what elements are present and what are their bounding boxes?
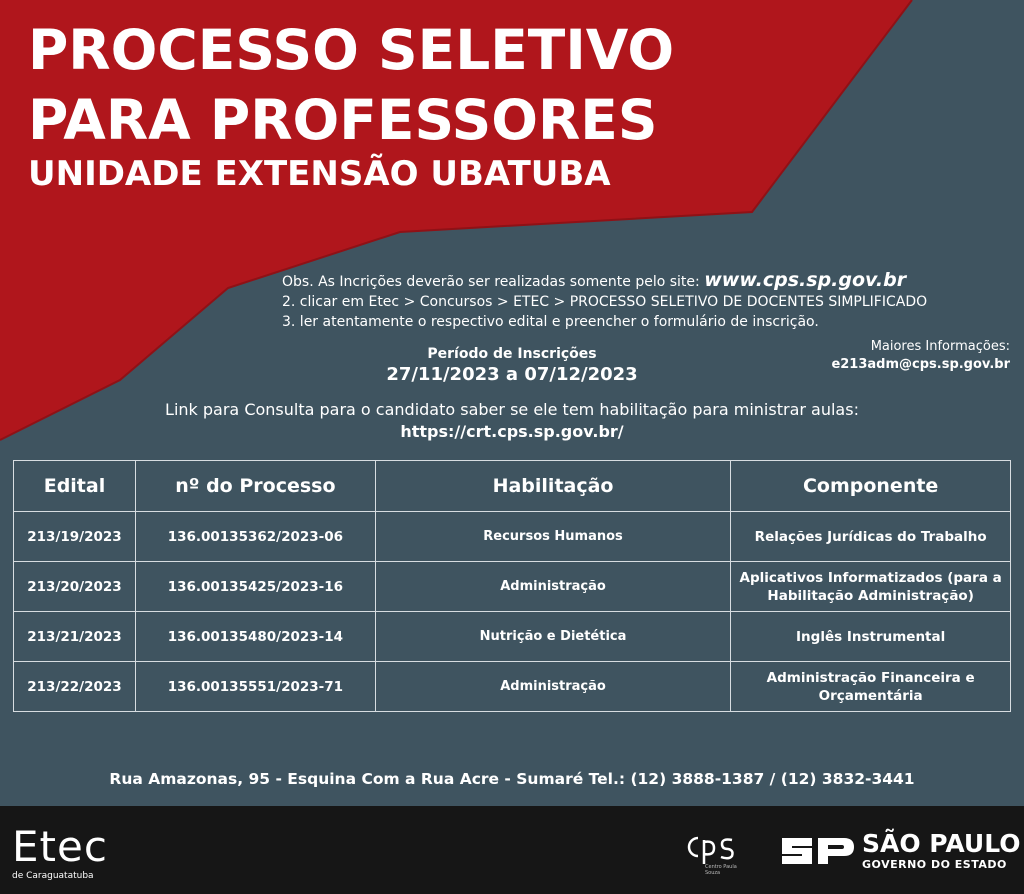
cell-habilitacao: Nutrição e Dietética (375, 612, 731, 662)
table-header-row (14, 461, 1011, 512)
footer (0, 806, 1024, 894)
cell-componente: Aplicativos Informatizados (para a Habilitação Administração) (731, 562, 1011, 612)
table-row (14, 662, 1011, 712)
cell-componente: Administração Financeira e Orçamentária (731, 662, 1011, 712)
title-line-3: UNIDADE EXTENSÃO UBATUBA (28, 154, 611, 194)
header-processo: nº do Processo (135, 461, 375, 512)
cps-subtitle: Centro Paula Souza (705, 864, 737, 876)
more-info-label: Maiores Informações: (870, 339, 1010, 354)
etec-logo (12, 822, 108, 882)
sp-state-text (862, 830, 1021, 872)
address: Rua Amazonas, 95 - Esquina Com a Rua Acre - Sumaré Tel.: (12) 3888-1387 / (12) 3832-3441 (109, 770, 915, 788)
positions-table (13, 460, 1011, 712)
registration-period (342, 345, 682, 387)
cell-edital: 213/19/2023 (14, 512, 136, 562)
more-info-email[interactable]: e213adm@cps.sp.gov.br (831, 357, 1010, 372)
cell-habilitacao: Administração (375, 562, 731, 612)
consultation-link[interactable]: https://crt.cps.sp.gov.br/ (400, 422, 624, 441)
site-link[interactable]: www.cps.sp.gov.br (704, 269, 907, 291)
title-line-1: PROCESSO SELETIVO (28, 18, 675, 82)
observations (282, 270, 1017, 332)
header-edital: Edital (14, 461, 136, 512)
cell-habilitacao: Recursos Humanos (375, 512, 731, 562)
cell-edital: 213/22/2023 (14, 662, 136, 712)
consultation-label: Link para Consulta para o candidato saber se ele tem habilitação para ministrar aulas: (165, 400, 859, 419)
cell-edital: 213/20/2023 (14, 562, 136, 612)
cell-processo: 136.00135362/2023-06 (135, 512, 375, 562)
cell-habilitacao: Administração (375, 662, 731, 712)
header-componente: Componente (731, 461, 1011, 512)
cell-processo: 136.00135480/2023-14 (135, 612, 375, 662)
title-line-2: PARA PROFESSORES (28, 88, 658, 152)
obs-line-1 (282, 270, 1017, 292)
obs-line-2: 2. clicar em Etec > Concursos > ETEC > PROCESSO SELETIVO DE DOCENTES SIMPLIFICADO (282, 294, 928, 310)
sp-state-logo-icon (778, 832, 856, 870)
obs-line-3: 3. ler atentamente o respectivo edital e preencher o formulário de inscrição. (282, 314, 819, 330)
cell-componente: Inglês Instrumental (731, 612, 1011, 662)
table-row (14, 512, 1011, 562)
more-info (831, 338, 1010, 374)
period-label: Período de Inscrições (427, 346, 597, 362)
cell-processo: 136.00135425/2023-16 (135, 562, 375, 612)
consultation (0, 399, 1024, 443)
cell-edital: 213/21/2023 (14, 612, 136, 662)
sp-subtitle: GOVERNO DO ESTADO (862, 858, 1007, 871)
period-dates: 27/11/2023 a 07/12/2023 (386, 364, 638, 385)
sp-name: SÃO PAULO (862, 829, 1021, 858)
cell-processo: 136.00135551/2023-71 (135, 662, 375, 712)
etec-subtitle: de Caraguatatuba (12, 871, 94, 881)
etec-name: Etec (12, 822, 108, 871)
cell-componente: Relações Jurídicas do Trabalho (731, 512, 1011, 562)
table-row (14, 612, 1011, 662)
header-habilitacao: Habilitação (375, 461, 731, 512)
table-row (14, 562, 1011, 612)
obs-line-1-prefix: Obs. As Incrições deverão ser realizadas somente pelo site: (282, 274, 700, 290)
